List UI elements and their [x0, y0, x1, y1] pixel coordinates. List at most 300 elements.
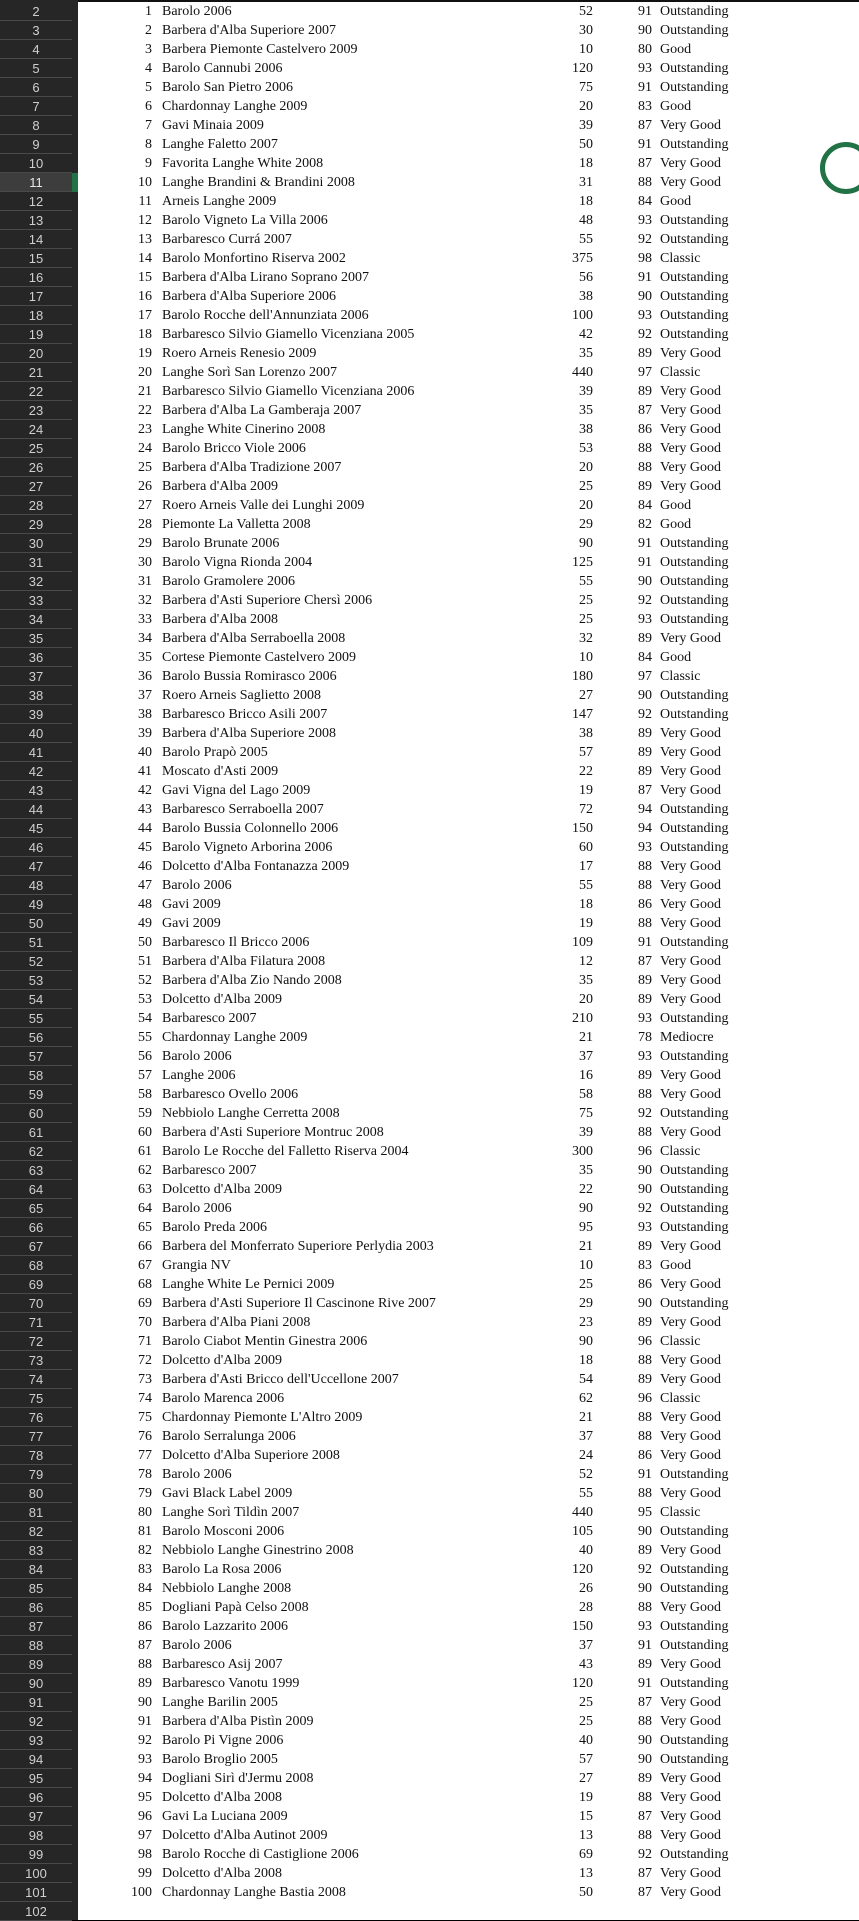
cell-wine-name[interactable]: Barolo Bricco Viole 2006 — [162, 441, 306, 456]
row-header-12[interactable]: 12 — [0, 192, 72, 211]
cell-score[interactable]: 95 — [638, 1505, 652, 1520]
cell-rating[interactable]: Very Good — [660, 859, 722, 874]
cell-rating[interactable]: Very Good — [660, 1543, 722, 1558]
cell-score[interactable]: 93 — [638, 1220, 652, 1235]
cell-rating[interactable]: Outstanding — [660, 1201, 729, 1216]
cell-rating[interactable]: Outstanding — [660, 536, 729, 551]
cell-price[interactable]: 29 — [579, 1296, 593, 1311]
cell-rating[interactable]: Outstanding — [660, 4, 729, 19]
row-header-60[interactable]: 60 — [0, 1104, 72, 1123]
cell-wine-name[interactable]: Dolcetto d'Alba 2009 — [162, 1353, 282, 1368]
cell-score[interactable]: 88 — [638, 1600, 652, 1615]
cell-score[interactable]: 89 — [638, 1239, 652, 1254]
cell-wine-name[interactable]: Nebbiolo Langhe Ginestrino 2008 — [162, 1543, 354, 1558]
cell-score[interactable]: 89 — [638, 745, 652, 760]
cell-price[interactable]: 210 — [572, 1011, 593, 1026]
cell-rating[interactable]: Outstanding — [660, 1163, 729, 1178]
row-header-89[interactable]: 89 — [0, 1655, 72, 1674]
cell-index[interactable]: 41 — [138, 764, 152, 779]
cell-score[interactable]: 80 — [638, 42, 652, 57]
cell-price[interactable]: 21 — [579, 1410, 593, 1425]
cell-index[interactable]: 57 — [138, 1068, 152, 1083]
cell-wine-name[interactable]: Barbera d'Alba Lirano Soprano 2007 — [162, 270, 370, 285]
row-header-41[interactable]: 41 — [0, 743, 72, 762]
row-header-44[interactable]: 44 — [0, 800, 72, 819]
cell-rating[interactable]: Outstanding — [660, 1847, 729, 1862]
cell-index[interactable]: 40 — [138, 745, 152, 760]
row-header-31[interactable]: 31 — [0, 553, 72, 572]
cell-price[interactable]: 21 — [579, 1239, 593, 1254]
cell-index[interactable]: 64 — [138, 1201, 152, 1216]
cell-score[interactable]: 91 — [638, 1638, 652, 1653]
row-header-58[interactable]: 58 — [0, 1066, 72, 1085]
cell-index[interactable]: 58 — [138, 1087, 152, 1102]
cell-rating[interactable]: Outstanding — [660, 935, 729, 950]
row-header-38[interactable]: 38 — [0, 686, 72, 705]
cell-score[interactable]: 91 — [638, 1676, 652, 1691]
cell-index[interactable]: 1 — [145, 4, 152, 19]
cell-price[interactable]: 29 — [579, 517, 593, 532]
cell-index[interactable]: 93 — [138, 1752, 152, 1767]
row-header-2[interactable]: 2 — [0, 2, 72, 21]
cell-index[interactable]: 17 — [138, 308, 152, 323]
cell-wine-name[interactable]: Barolo San Pietro 2006 — [162, 80, 294, 95]
cell-wine-name[interactable]: Barolo Le Rocche del Falletto Riserva 2004 — [162, 1144, 409, 1159]
row-header-13[interactable]: 13 — [0, 211, 72, 230]
row-header-30[interactable]: 30 — [0, 534, 72, 553]
cell-index[interactable]: 78 — [138, 1467, 152, 1482]
cell-rating[interactable]: Classic — [660, 1391, 701, 1406]
cell-index[interactable]: 15 — [138, 270, 152, 285]
cell-price[interactable]: 57 — [579, 745, 593, 760]
cell-price[interactable]: 105 — [572, 1524, 593, 1539]
cell-wine-name[interactable]: Nebbiolo Langhe Cerretta 2008 — [162, 1106, 340, 1121]
cell-price[interactable]: 35 — [579, 346, 593, 361]
cell-index[interactable]: 12 — [138, 213, 152, 228]
row-header-49[interactable]: 49 — [0, 895, 72, 914]
cell-price[interactable]: 20 — [579, 498, 593, 513]
cell-score[interactable]: 88 — [638, 175, 652, 190]
cell-score[interactable]: 86 — [638, 422, 652, 437]
row-header-54[interactable]: 54 — [0, 990, 72, 1009]
row-header-40[interactable]: 40 — [0, 724, 72, 743]
cell-index[interactable]: 51 — [138, 954, 152, 969]
row-header-76[interactable]: 76 — [0, 1408, 72, 1427]
cell-wine-name[interactable]: Barolo 2006 — [162, 1638, 232, 1653]
cell-score[interactable]: 93 — [638, 1619, 652, 1634]
cell-wine-name[interactable]: Langhe White Le Pernici 2009 — [162, 1277, 335, 1292]
cell-index[interactable]: 87 — [138, 1638, 152, 1653]
cell-score[interactable]: 88 — [638, 859, 652, 874]
cell-index[interactable]: 62 — [138, 1163, 152, 1178]
row-header-14[interactable]: 14 — [0, 230, 72, 249]
cell-rating[interactable]: Outstanding — [660, 61, 729, 76]
row-header-96[interactable]: 96 — [0, 1788, 72, 1807]
cell-price[interactable]: 37 — [579, 1049, 593, 1064]
cell-price[interactable]: 100 — [572, 308, 593, 323]
cell-price[interactable]: 16 — [579, 1068, 593, 1083]
cell-rating[interactable]: Very Good — [660, 1429, 722, 1444]
cell-wine-name[interactable]: Barbaresco Il Bricco 2006 — [162, 935, 310, 950]
cell-score[interactable]: 88 — [638, 916, 652, 931]
row-header-52[interactable]: 52 — [0, 952, 72, 971]
cell-index[interactable]: 31 — [138, 574, 152, 589]
cell-wine-name[interactable]: Barbera d'Alba Filatura 2008 — [162, 954, 326, 969]
cell-score[interactable]: 88 — [638, 1714, 652, 1729]
cell-rating[interactable]: Outstanding — [660, 1562, 729, 1577]
row-header-43[interactable]: 43 — [0, 781, 72, 800]
cell-score[interactable]: 84 — [638, 650, 652, 665]
cell-rating[interactable]: Very Good — [660, 1239, 722, 1254]
cell-index[interactable]: 53 — [138, 992, 152, 1007]
cell-index[interactable]: 96 — [138, 1809, 152, 1824]
cell-rating[interactable]: Classic — [660, 365, 701, 380]
cell-rating[interactable]: Outstanding — [660, 327, 729, 342]
cell-wine-name[interactable]: Barbera d'Alba Serraboella 2008 — [162, 631, 346, 646]
cell-score[interactable]: 93 — [638, 612, 652, 627]
cell-score[interactable]: 90 — [638, 1752, 652, 1767]
cell-index[interactable]: 8 — [145, 137, 152, 152]
cell-wine-name[interactable]: Barolo Cannubi 2006 — [162, 61, 283, 76]
cell-price[interactable]: 22 — [579, 764, 593, 779]
row-header-15[interactable]: 15 — [0, 249, 72, 268]
row-header-42[interactable]: 42 — [0, 762, 72, 781]
cell-rating[interactable]: Outstanding — [660, 213, 729, 228]
cell-index[interactable]: 18 — [138, 327, 152, 342]
cell-wine-name[interactable]: Chardonnay Langhe Bastia 2008 — [162, 1885, 346, 1900]
cell-wine-name[interactable]: Barolo 2006 — [162, 878, 232, 893]
cell-wine-name[interactable]: Barbera d'Alba La Gamberaja 2007 — [162, 403, 362, 418]
cell-price[interactable]: 25 — [579, 1277, 593, 1292]
row-header-65[interactable]: 65 — [0, 1199, 72, 1218]
row-header-61[interactable]: 61 — [0, 1123, 72, 1142]
cell-rating[interactable]: Very Good — [660, 1809, 722, 1824]
cell-index[interactable]: 71 — [138, 1334, 152, 1349]
row-header-84[interactable]: 84 — [0, 1560, 72, 1579]
cell-index[interactable]: 91 — [138, 1714, 152, 1729]
cell-rating[interactable]: Very Good — [660, 1771, 722, 1786]
row-header-6[interactable]: 6 — [0, 78, 72, 97]
cell-rating[interactable]: Good — [660, 42, 692, 57]
cell-price[interactable]: 150 — [572, 821, 593, 836]
cell-rating[interactable]: Very Good — [660, 1714, 722, 1729]
cell-rating[interactable]: Very Good — [660, 916, 722, 931]
row-header-4[interactable]: 4 — [0, 40, 72, 59]
cell-rating[interactable]: Outstanding — [660, 1467, 729, 1482]
cell-wine-name[interactable]: Gavi 2009 — [162, 897, 221, 912]
cell-index[interactable]: 3 — [145, 42, 152, 57]
cell-rating[interactable]: Outstanding — [660, 593, 729, 608]
cell-price[interactable]: 10 — [579, 42, 593, 57]
cell-index[interactable]: 54 — [138, 1011, 152, 1026]
cell-price[interactable]: 120 — [572, 1676, 593, 1691]
row-header-33[interactable]: 33 — [0, 591, 72, 610]
cell-score[interactable]: 86 — [638, 1448, 652, 1463]
cell-rating[interactable]: Very Good — [660, 992, 722, 1007]
cell-wine-name[interactable]: Barbaresco Vanotu 1999 — [162, 1676, 300, 1691]
cell-price[interactable]: 150 — [572, 1619, 593, 1634]
cell-rating[interactable]: Classic — [660, 1334, 701, 1349]
cell-wine-name[interactable]: Barbaresco Serraboella 2007 — [162, 802, 324, 817]
cell-rating[interactable]: Very Good — [660, 973, 722, 988]
cell-wine-name[interactable]: Barolo Bussia Colonnello 2006 — [162, 821, 339, 836]
cell-score[interactable]: 91 — [638, 4, 652, 19]
cell-rating[interactable]: Outstanding — [660, 612, 729, 627]
cell-wine-name[interactable]: Chardonnay Piemonte L'Altro 2009 — [162, 1410, 363, 1425]
cell-index[interactable]: 84 — [138, 1581, 152, 1596]
cell-score[interactable]: 90 — [638, 289, 652, 304]
row-header-71[interactable]: 71 — [0, 1313, 72, 1332]
row-header-74[interactable]: 74 — [0, 1370, 72, 1389]
cell-price[interactable]: 35 — [579, 403, 593, 418]
cell-price[interactable]: 109 — [572, 935, 593, 950]
row-header-63[interactable]: 63 — [0, 1161, 72, 1180]
row-header-62[interactable]: 62 — [0, 1142, 72, 1161]
cell-rating[interactable]: Outstanding — [660, 308, 729, 323]
cell-index[interactable]: 74 — [138, 1391, 152, 1406]
cell-index[interactable]: 9 — [145, 156, 152, 171]
cell-index[interactable]: 34 — [138, 631, 152, 646]
cell-rating[interactable]: Outstanding — [660, 1524, 729, 1539]
cell-wine-name[interactable]: Barolo Ciabot Mentin Ginestra 2006 — [162, 1334, 368, 1349]
cell-wine-name[interactable]: Dogliani Sirì d'Jermu 2008 — [162, 1771, 314, 1786]
cell-wine-name[interactable]: Barolo 2006 — [162, 1201, 232, 1216]
cell-wine-name[interactable]: Dolcetto d'Alba 2008 — [162, 1866, 282, 1881]
cell-price[interactable]: 12 — [579, 954, 593, 969]
cell-wine-name[interactable]: Barbera d'Asti Superiore Chersì 2006 — [162, 593, 373, 608]
cell-price[interactable]: 52 — [579, 1467, 593, 1482]
cell-price[interactable]: 25 — [579, 593, 593, 608]
cell-score[interactable]: 89 — [638, 973, 652, 988]
row-header-100[interactable]: 100 — [0, 1864, 72, 1883]
cell-score[interactable]: 91 — [638, 80, 652, 95]
cell-wine-name[interactable]: Dolcetto d'Alba Autinot 2009 — [162, 1828, 328, 1843]
cell-price[interactable]: 17 — [579, 859, 593, 874]
cell-wine-name[interactable]: Barbera d'Alba Piani 2008 — [162, 1315, 311, 1330]
cell-index[interactable]: 61 — [138, 1144, 152, 1159]
cell-score[interactable]: 91 — [638, 137, 652, 152]
cell-price[interactable]: 20 — [579, 99, 593, 114]
cell-price[interactable]: 25 — [579, 1695, 593, 1710]
row-header-77[interactable]: 77 — [0, 1427, 72, 1446]
cell-index[interactable]: 35 — [138, 650, 152, 665]
cell-index[interactable]: 83 — [138, 1562, 152, 1577]
cell-index[interactable]: 66 — [138, 1239, 152, 1254]
row-header-82[interactable]: 82 — [0, 1522, 72, 1541]
cell-rating[interactable]: Outstanding — [660, 688, 729, 703]
cell-rating[interactable]: Very Good — [660, 1353, 722, 1368]
row-header-91[interactable]: 91 — [0, 1693, 72, 1712]
cell-index[interactable]: 24 — [138, 441, 152, 456]
cell-score[interactable]: 97 — [638, 669, 652, 684]
cell-score[interactable]: 92 — [638, 1201, 652, 1216]
cell-wine-name[interactable]: Langhe 2006 — [162, 1068, 236, 1083]
cell-index[interactable]: 75 — [138, 1410, 152, 1425]
cell-wine-name[interactable]: Barolo Prapò 2005 — [162, 745, 268, 760]
row-header-53[interactable]: 53 — [0, 971, 72, 990]
cell-index[interactable]: 55 — [138, 1030, 152, 1045]
row-header-93[interactable]: 93 — [0, 1731, 72, 1750]
cell-score[interactable]: 89 — [638, 384, 652, 399]
row-header-95[interactable]: 95 — [0, 1769, 72, 1788]
cell-score[interactable]: 91 — [638, 555, 652, 570]
cell-rating[interactable]: Outstanding — [660, 270, 729, 285]
cell-wine-name[interactable]: Barbera d'Alba Tradizione 2007 — [162, 460, 342, 475]
cell-wine-name[interactable]: Barolo Vigneto Arborina 2006 — [162, 840, 333, 855]
cell-score[interactable]: 88 — [638, 1353, 652, 1368]
cell-index[interactable]: 95 — [138, 1790, 152, 1805]
cell-index[interactable]: 26 — [138, 479, 152, 494]
cell-price[interactable]: 10 — [579, 650, 593, 665]
cell-score[interactable]: 91 — [638, 1467, 652, 1482]
cell-rating[interactable]: Very Good — [660, 422, 722, 437]
cell-index[interactable]: 85 — [138, 1600, 152, 1615]
cell-wine-name[interactable]: Barbaresco Silvio Giamello Vicenziana 2006 — [162, 384, 415, 399]
cell-wine-name[interactable]: Barolo Rocche dell'Annunziata 2006 — [162, 308, 369, 323]
cell-price[interactable]: 62 — [579, 1391, 593, 1406]
cell-price[interactable]: 375 — [572, 251, 593, 266]
row-header-85[interactable]: 85 — [0, 1579, 72, 1598]
cell-rating[interactable]: Very Good — [660, 460, 722, 475]
cell-rating[interactable]: Very Good — [660, 1657, 722, 1672]
cell-score[interactable]: 87 — [638, 1809, 652, 1824]
cell-score[interactable]: 97 — [638, 365, 652, 380]
cell-index[interactable]: 14 — [138, 251, 152, 266]
row-header-18[interactable]: 18 — [0, 306, 72, 325]
cell-index[interactable]: 94 — [138, 1771, 152, 1786]
cell-price[interactable]: 28 — [579, 1600, 593, 1615]
cell-index[interactable]: 13 — [138, 232, 152, 247]
cell-index[interactable]: 59 — [138, 1106, 152, 1121]
cell-rating[interactable]: Very Good — [660, 745, 722, 760]
cell-wine-name[interactable]: Barbera d'Alba Zio Nando 2008 — [162, 973, 342, 988]
cell-wine-name[interactable]: Dolcetto d'Alba 2009 — [162, 992, 282, 1007]
cell-price[interactable]: 18 — [579, 156, 593, 171]
cell-price[interactable]: 21 — [579, 1030, 593, 1045]
cell-wine-name[interactable]: Barolo Brunate 2006 — [162, 536, 280, 551]
row-header-59[interactable]: 59 — [0, 1085, 72, 1104]
cell-rating[interactable]: Very Good — [660, 118, 722, 133]
cell-wine-name[interactable]: Barolo Bussia Romirasco 2006 — [162, 669, 337, 684]
cell-score[interactable]: 83 — [638, 99, 652, 114]
row-header-94[interactable]: 94 — [0, 1750, 72, 1769]
row-header-25[interactable]: 25 — [0, 439, 72, 458]
cell-wine-name[interactable]: Grangia NV — [162, 1258, 231, 1273]
cell-rating[interactable]: Very Good — [660, 1277, 722, 1292]
cell-price[interactable]: 180 — [572, 669, 593, 684]
cell-rating[interactable]: Outstanding — [660, 23, 729, 38]
cell-score[interactable]: 90 — [638, 1163, 652, 1178]
cell-price[interactable]: 20 — [579, 992, 593, 1007]
row-header-67[interactable]: 67 — [0, 1237, 72, 1256]
cell-wine-name[interactable]: Gavi 2009 — [162, 916, 221, 931]
cell-wine-name[interactable]: Barolo Vigneto La Villa 2006 — [162, 213, 328, 228]
row-header-46[interactable]: 46 — [0, 838, 72, 857]
row-header-56[interactable]: 56 — [0, 1028, 72, 1047]
cell-wine-name[interactable]: Barolo Vigna Rionda 2004 — [162, 555, 313, 570]
cell-index[interactable]: 79 — [138, 1486, 152, 1501]
cell-price[interactable]: 75 — [579, 80, 593, 95]
cell-wine-name[interactable]: Barbaresco Currá 2007 — [162, 232, 292, 247]
row-header-45[interactable]: 45 — [0, 819, 72, 838]
row-header-48[interactable]: 48 — [0, 876, 72, 895]
cell-index[interactable]: 60 — [138, 1125, 152, 1140]
cell-wine-name[interactable]: Langhe Sorì Tildìn 2007 — [162, 1505, 300, 1520]
row-header-66[interactable]: 66 — [0, 1218, 72, 1237]
cell-rating[interactable]: Outstanding — [660, 1296, 729, 1311]
row-header-69[interactable]: 69 — [0, 1275, 72, 1294]
cell-wine-name[interactable]: Barolo Rocche di Castiglione 2006 — [162, 1847, 359, 1862]
cell-wine-name[interactable]: Cortese Piemonte Castelvero 2009 — [162, 650, 357, 665]
row-header-92[interactable]: 92 — [0, 1712, 72, 1731]
cell-score[interactable]: 86 — [638, 1277, 652, 1292]
cell-score[interactable]: 83 — [638, 1258, 652, 1273]
cell-price[interactable]: 15 — [579, 1809, 593, 1824]
cell-index[interactable]: 76 — [138, 1429, 152, 1444]
cell-index[interactable]: 90 — [138, 1695, 152, 1710]
cell-price[interactable]: 42 — [579, 327, 593, 342]
row-header-21[interactable]: 21 — [0, 363, 72, 382]
cell-rating[interactable]: Very Good — [660, 1372, 722, 1387]
cell-index[interactable]: 52 — [138, 973, 152, 988]
cell-score[interactable]: 94 — [638, 821, 652, 836]
cell-wine-name[interactable]: Barbaresco Silvio Giamello Vicenziana 2005 — [162, 327, 415, 342]
cell-score[interactable]: 92 — [638, 707, 652, 722]
cell-price[interactable]: 25 — [579, 612, 593, 627]
cell-score[interactable]: 89 — [638, 1657, 652, 1672]
cell-price[interactable]: 56 — [579, 270, 593, 285]
cell-index[interactable]: 50 — [138, 935, 152, 950]
row-header-7[interactable]: 7 — [0, 97, 72, 116]
cell-price[interactable]: 35 — [579, 1163, 593, 1178]
cell-price[interactable]: 20 — [579, 460, 593, 475]
cell-wine-name[interactable]: Roero Arneis Valle dei Lunghi 2009 — [162, 498, 365, 513]
cell-price[interactable]: 440 — [572, 1505, 593, 1520]
row-header-78[interactable]: 78 — [0, 1446, 72, 1465]
cell-index[interactable]: 63 — [138, 1182, 152, 1197]
cell-price[interactable]: 54 — [579, 1372, 593, 1387]
cell-price[interactable]: 38 — [579, 422, 593, 437]
cell-wine-name[interactable]: Barbera d'Alba Pistìn 2009 — [162, 1714, 314, 1729]
cell-price[interactable]: 27 — [579, 1771, 593, 1786]
cell-index[interactable]: 68 — [138, 1277, 152, 1292]
row-header-51[interactable]: 51 — [0, 933, 72, 952]
cell-rating[interactable]: Very Good — [660, 1315, 722, 1330]
cell-wine-name[interactable]: Langhe White Cinerino 2008 — [162, 422, 326, 437]
cell-index[interactable]: 27 — [138, 498, 152, 513]
cell-rating[interactable]: Very Good — [660, 954, 722, 969]
cell-wine-name[interactable]: Barbera d'Alba Superiore 2007 — [162, 23, 336, 38]
cell-index[interactable]: 43 — [138, 802, 152, 817]
cell-price[interactable]: 58 — [579, 1087, 593, 1102]
cell-score[interactable]: 88 — [638, 1429, 652, 1444]
cell-index[interactable]: 21 — [138, 384, 152, 399]
cell-price[interactable]: 18 — [579, 194, 593, 209]
cell-score[interactable]: 90 — [638, 574, 652, 589]
cell-index[interactable]: 11 — [138, 194, 152, 209]
row-header-68[interactable]: 68 — [0, 1256, 72, 1275]
cell-wine-name[interactable]: Barolo Marenca 2006 — [162, 1391, 285, 1406]
cell-index[interactable]: 48 — [138, 897, 152, 912]
cell-rating[interactable]: Very Good — [660, 1448, 722, 1463]
cell-price[interactable]: 13 — [579, 1828, 593, 1843]
cell-rating[interactable]: Very Good — [660, 1695, 722, 1710]
cell-index[interactable]: 89 — [138, 1676, 152, 1691]
cell-price[interactable]: 90 — [579, 536, 593, 551]
cell-score[interactable]: 88 — [638, 1486, 652, 1501]
cell-index[interactable]: 16 — [138, 289, 152, 304]
cell-wine-name[interactable]: Barbera Piemonte Castelvero 2009 — [162, 42, 358, 57]
